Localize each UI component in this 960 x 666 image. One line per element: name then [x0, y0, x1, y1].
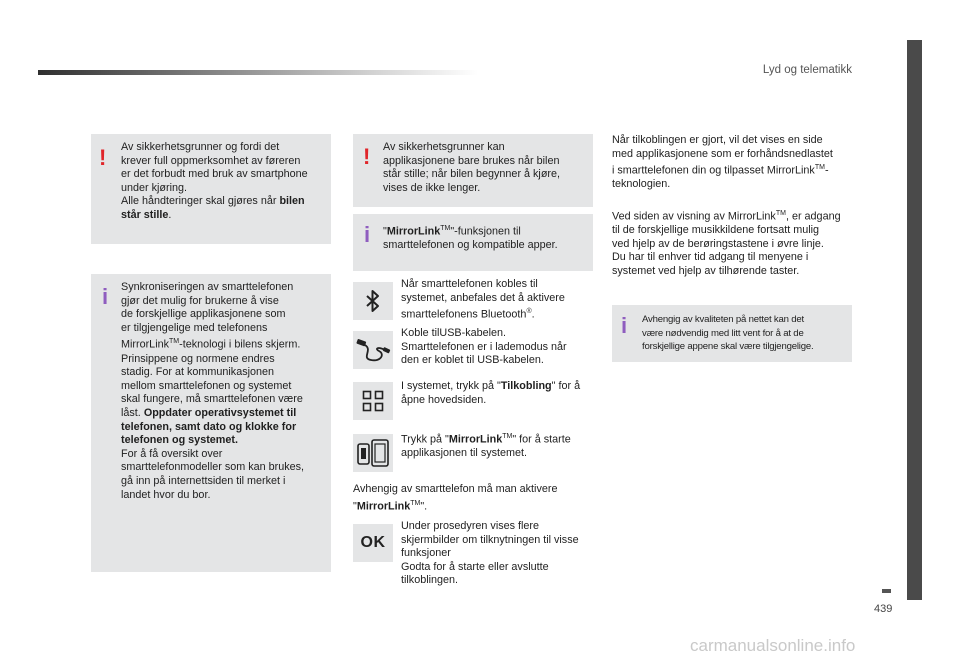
header-gradient-bar	[38, 70, 478, 75]
phone-screen-icon	[356, 438, 390, 468]
info-box-sync	[91, 274, 331, 572]
info-text: forskjellige appene skal være tilgjengelige.	[642, 341, 814, 353]
watermark: carmanualsonline.info	[690, 636, 856, 655]
warning-text: Alle håndteringer skal gjøres når bilen	[121, 195, 305, 208]
info-text: MirrorLink™-teknologi i bilens skjerm.	[121, 338, 301, 351]
info-text: telefonen, samt dato og klokke for	[121, 420, 297, 433]
body-text: Ved siden av visning av MirrorLink™, er adgang	[612, 210, 841, 223]
side-tab-bar	[907, 40, 922, 600]
warning-text: under kjøring.	[121, 181, 188, 194]
step-text: Trykk på "MirrorLink™" for å starte	[401, 433, 571, 446]
warning-icon: !	[99, 145, 107, 170]
body-text: Du har til enhver tid adgang til menyene i	[612, 251, 809, 264]
info-text: "MirrorLink™"-funksjonen til	[383, 225, 521, 238]
info-text: gjør det mulig for brukerne å vise	[121, 294, 279, 307]
warning-icon: !	[363, 144, 371, 169]
step-text: applikasjonen til systemet.	[401, 447, 528, 460]
step-text: Når smarttelefonen kobles til	[401, 278, 538, 290]
body-text: i smarttelefonen din og tilpasset MirrorLink™-	[612, 164, 829, 177]
warning-text: krever full oppmerksomhet av føreren	[121, 154, 301, 167]
info-text: Prinsippene og normene endres	[121, 352, 275, 365]
body-text: systemet ved hjelp av tilhørende taster.	[612, 264, 800, 277]
info-text: låst. Oppdater operativsystemet til	[121, 406, 297, 419]
info-text: landet hvor du bor.	[121, 488, 211, 501]
ok-step-box	[353, 524, 393, 562]
warning-text: applikasjonene bare brukes når bilen	[383, 154, 560, 167]
step-text: systemet, anbefales det å aktivere	[401, 291, 565, 304]
warning-text: Av sikkerhetsgrunner kan	[383, 141, 505, 153]
info-text: Synkroniseringen av smarttelefonen	[121, 281, 294, 293]
info-text: gå inn på internettsiden til merket i	[121, 474, 286, 487]
step-text: Smarttelefonen er i lademodus når	[401, 340, 567, 353]
info-text: Avhengig av kvaliteten på nettet kan det	[642, 314, 804, 325]
info-text: er tilgjengelige med telefonens	[121, 321, 268, 334]
info-icon: i	[621, 313, 628, 338]
step-text: den er koblet til USB-kabelen.	[401, 354, 544, 367]
warning-box-stationary	[353, 134, 593, 207]
section-title: Lyd og telematikk	[762, 64, 852, 76]
step-text: Koble tilUSB-kabelen.	[401, 327, 507, 339]
info-text: være nødvendig med litt vent for å at de	[642, 327, 804, 339]
step-text: I systemet, trykk på "Tilkobling" for å	[401, 380, 581, 392]
warning-text: står stille; når bilen begynner å kjøre,	[383, 168, 561, 181]
mirrorlink-step-box	[353, 434, 393, 472]
step-text: Under prosedyren vises flere	[401, 520, 540, 532]
step-text: smarttelefonens Bluetooth®.	[401, 308, 535, 321]
usb-cable-icon	[355, 336, 391, 364]
info-icon: i	[102, 284, 109, 309]
body-text: til de forskjellige musikkildene fortsatt mulig	[612, 224, 820, 237]
info-text: de forskjellige applikasjonene som	[121, 308, 286, 321]
connection-step-box	[353, 382, 393, 420]
info-text: stadig. For at kommunikasjonen	[121, 366, 275, 379]
warning-text: står stille.	[121, 208, 172, 221]
warning-text: Av sikkerhetsgrunner og fordi det	[121, 141, 280, 153]
activate-text: "MirrorLink™".	[353, 499, 428, 513]
info-text: mellom smarttelefonen og systemet	[121, 379, 292, 392]
grid-apps-icon	[362, 390, 384, 412]
step-text: skjermbilder om tilknytningen til visse	[401, 533, 579, 546]
activate-text: Avhengig av smarttelefon må man aktivere	[353, 483, 558, 495]
usb-step-box	[353, 331, 393, 369]
body-text: Når tilkoblingen er gjort, vil det vises en side	[612, 134, 823, 146]
info-text: For å få oversikt over	[121, 447, 223, 460]
info-text: telefonen og systemet.	[121, 434, 238, 447]
body-text: ved hjelp av de berøringstastene i øvre linje.	[612, 237, 824, 250]
body-text: teknologien.	[612, 178, 671, 191]
info-box-mirrorlink	[353, 214, 593, 271]
body-text: med applikasjonene som er forhåndsnedlastet	[612, 147, 833, 160]
warning-box-driving	[91, 134, 331, 244]
info-text: smarttelefonen og kompatible apper.	[383, 239, 558, 252]
warning-text: vises de ikke lenger.	[383, 181, 481, 194]
step-text: Godta for å starte eller avslutte	[401, 560, 549, 573]
bluetooth-step-box	[353, 282, 393, 320]
warning-text: er det forbudt med bruk av smartphone	[121, 168, 308, 181]
info-text: smarttelefonmodeller som kan brukes,	[121, 461, 305, 474]
info-text: skal fungere, må smarttelefonen være	[121, 393, 303, 406]
info-box-network	[612, 305, 852, 362]
page-marker	[882, 589, 891, 593]
step-text: tilkoblingen.	[401, 574, 459, 587]
info-icon: i	[364, 222, 371, 247]
bluetooth-icon	[365, 289, 381, 313]
step-text: funksjoner	[401, 547, 451, 560]
page-number: 439	[874, 603, 893, 615]
step-text: åpne hovedsiden.	[401, 393, 487, 406]
ok-label: OK	[360, 534, 386, 551]
